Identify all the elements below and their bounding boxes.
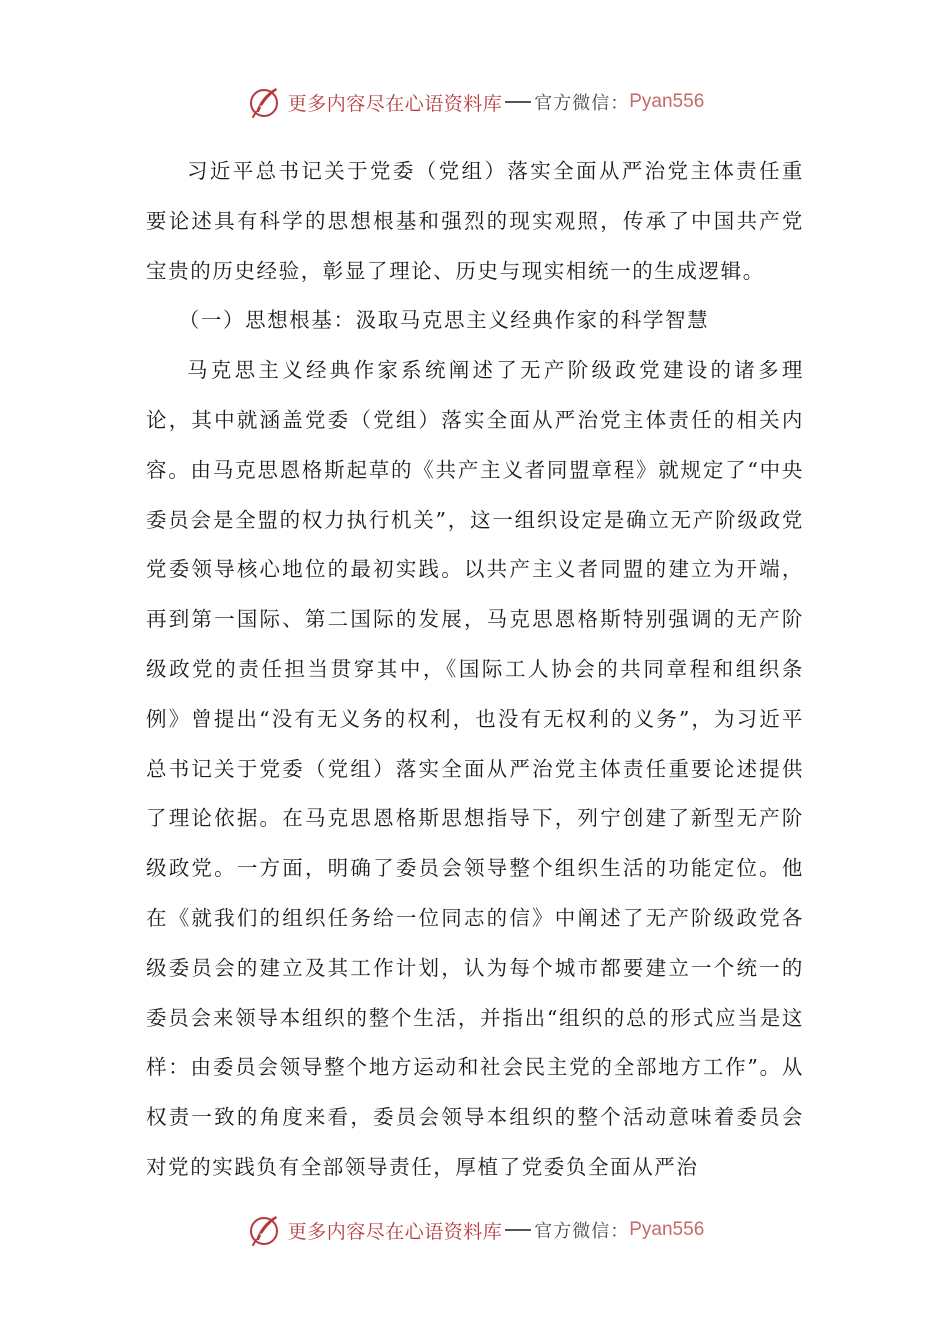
feather-pen-logo-icon [246,84,282,120]
watermark-wechat-id: Pyan556 [629,91,705,112]
intro-paragraph: 习近平总书记关于党委（党组）落实全面从严治党主体责任重要论述具有科学的思想根基和强烈的现实观照，传承了中国共产党宝贵的历史经验，彰显了理论、历史与现实相统一的生成逻辑。 [146,159,804,283]
watermark-wechat-label: 官方微信： [534,1221,630,1242]
watermark-dash [505,1229,531,1231]
watermark-wechat-id: Pyan556 [629,1219,705,1240]
watermark-site-text: 更多内容尽在心语资料库 [287,92,503,115]
feather-pen-logo-icon [246,1212,282,1248]
footer-watermark-banner [0,1210,950,1250]
document-body [146,147,804,1193]
watermark-wechat-label: 官方微信： [534,93,630,114]
watermark-site-text: 更多内容尽在心语资料库 [287,1220,503,1243]
section-heading: （一）思想根基：汲取马克思主义经典作家的科学智慧 [178,308,710,333]
main-paragraph: 马克思主义经典作家系统阐述了无产阶级政党建设的诸多理论，其中就涵盖党委（党组）落实全面从严治党主体责任的相关内容。由马克思恩格斯起草的《共产主义者同盟章程》就规定了“中央委员会是全盟的权力执行机关”，这一组织设定是确立无产阶级政党党委领导核心地位的最初实践。以共产主义者同盟的建立为开端，再到第一国际、第二国际的发展，马克思恩格斯特别强调的无产阶级政党的责任担当贯穿其中，《国际工人协会的共同章程和组织条例》曾提出“没有无义务的权利，也没有无权利的义务”，为习近平总书记关于党委（党组）落实全面从严治党主体责任重要论述提供了理论依据。在马克思恩格斯思想指导下，列宁创建了新型无产阶级政党。一方面，明确了委员会领导整个组织生活的功能定位。他在《就我们的组织任务给一位同志的信》中阐述了无产阶级政党各级委员会的建立及其工作计划，认为每个城市都要建立一个统一的委员会来领导本组织的整个生活，并指出“组织的总的形式应当是这样：由委员会领导整个地方运动和社会民主党的全部地方工作”。从权责一致的角度来看，委员会领导本组织的整个活动意味着委员会对党的实践负有全部领导责任，厚植了党委负全面从严治 [146,358,804,1179]
watermark-dash [505,101,531,103]
header-watermark-banner [0,82,950,122]
